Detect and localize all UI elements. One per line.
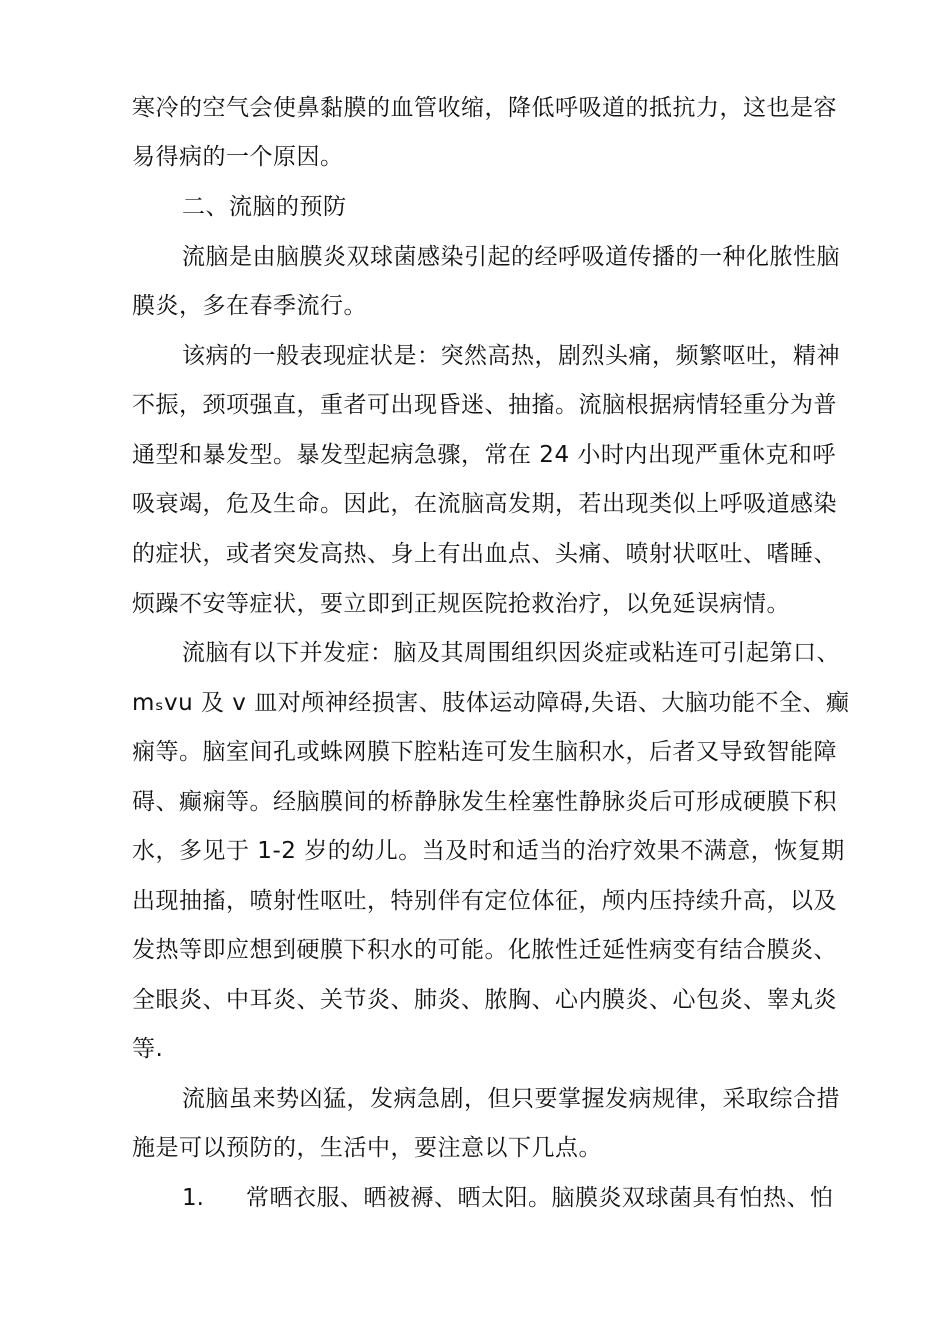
paragraph-line: 发热等即应想到硬膜下积水的可能。化脓性迁延性病变有结合膜炎、: [132, 937, 837, 963]
list-item-text: 常晒衣服、晒被褥、晒太阳。脑膜炎双球菌具有怕热、怕: [246, 1185, 834, 1211]
list-item-number: 1.: [182, 1185, 204, 1211]
paragraph-line: 膜炎，多在春季流行。: [132, 293, 367, 319]
paragraph-line: 出现抽搐，喷射性呕吐，特别伴有定位体征，颅内压持续升高，以及: [132, 888, 837, 914]
paragraph-line: 不振，颈项强直，重者可出现昏迷、抽搐。流脑根据病情轻重分为普: [132, 392, 837, 418]
paragraph-line: 易得病的一个原因。: [132, 144, 344, 170]
paragraph-line: 该病的一般表现症状是：突然高热，剧烈头痛，频繁呕吐，精神: [182, 343, 840, 369]
paragraph-line: 通型和暴发型。暴发型起病急骤，常在 24 小时内出现严重休克和呼: [132, 442, 836, 468]
paragraph-line: 全眼炎、中耳炎、关节炎、肺炎、脓胸、心内膜炎、心包炎、睾丸炎: [132, 987, 837, 1013]
paragraph-line: 流脑有以下并发症：脑及其周围组织因炎症或粘连可引起第口、: [182, 640, 840, 666]
paragraph-line: 吸衰竭，危及生命。因此，在流脑高发期，若出现类似上呼吸道感染: [132, 491, 837, 517]
paragraph-line: 施是可以预防的，生活中，要注意以下几点。: [132, 1135, 602, 1161]
paragraph-line: 等.: [132, 1036, 164, 1062]
paragraph-line: 烦躁不安等症状，要立即到正规医院抢救治疗，以免延误病情。: [132, 591, 790, 617]
paragraph-line: mₛvu 及 v 皿对颅神经损害、肢体运动障碍,失语、大脑功能不全、癫: [132, 690, 850, 716]
paragraph-line: 寒冷的空气会使鼻黏膜的血管收缩，降低呼吸道的抵抗力，这也是容: [132, 95, 837, 121]
paragraph-line: 流脑虽来势凶猛，发病急剧，但只要掌握发病规律，采取综合措: [182, 1086, 840, 1112]
paragraph-line: 流脑是由脑膜炎双球菌感染引起的经呼吸道传播的一种化脓性脑: [182, 244, 840, 270]
section-heading: 二、流脑的预防: [182, 194, 347, 220]
paragraph-line: 的症状，或者突发高热、身上有出血点、头痛、喷射状呕吐、嗜睡、: [132, 541, 837, 567]
paragraph-line: 水，多见于 1-2 岁的幼儿。当及时和适当的治疗效果不满意，恢复期: [132, 838, 845, 864]
paragraph-line: 碍、癫痫等。经脑膜间的桥静脉发生栓塞性静脉炎后可形成硬膜下积: [132, 789, 837, 815]
paragraph-line: 痫等。脑室间孔或蛛网膜下腔粘连可发生脑积水，后者又导致智能障: [132, 739, 837, 765]
